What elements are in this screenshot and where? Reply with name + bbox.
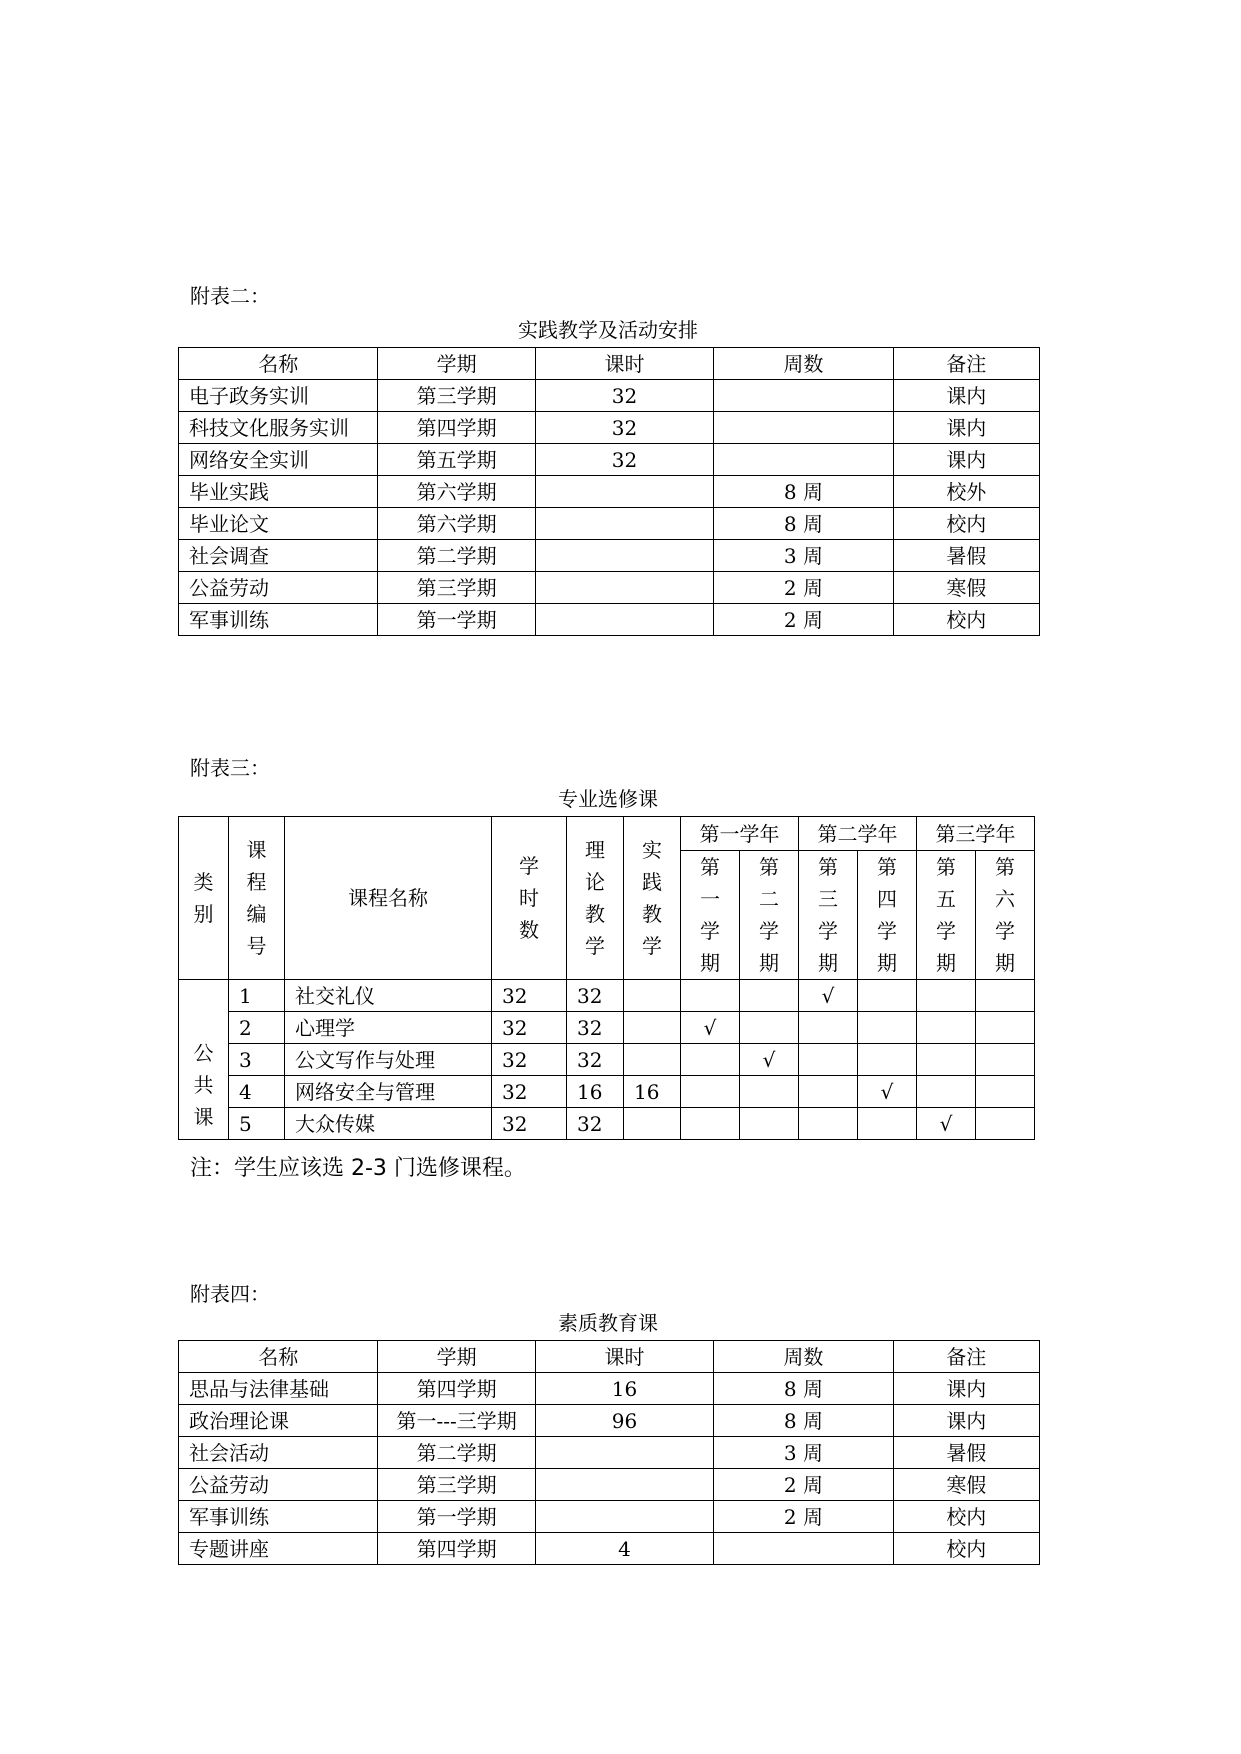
cell-hours: 32: [492, 1108, 567, 1140]
cell-course-code: 1: [229, 980, 285, 1012]
cell-remark: 校内: [893, 1533, 1039, 1565]
header-term-4: 第 四 学 期: [858, 851, 917, 980]
cell-course-name: 网络安全与管理: [285, 1076, 492, 1108]
table-row: [179, 1373, 1040, 1405]
cell-term-2: [740, 980, 799, 1012]
cell-course-name: 心理学: [285, 1012, 492, 1044]
cell-term: 第四学期: [378, 1373, 535, 1405]
cell-term-6: [976, 1108, 1035, 1140]
cell-term-3: [799, 1108, 858, 1140]
cell-course-name: 公文写作与处理: [285, 1044, 492, 1076]
section2-title: 实践教学及活动安排: [518, 318, 698, 342]
cell-practice: [624, 1108, 681, 1140]
cell-term-5: [917, 1044, 976, 1076]
section3-title: 专业选修课: [558, 787, 658, 811]
cell-term: 第一学期: [378, 604, 535, 636]
cell-term-2: [740, 1076, 799, 1108]
cell-hours: [535, 604, 713, 636]
cell-term-5: [917, 1012, 976, 1044]
category-public-course: 公 共 课: [179, 980, 229, 1140]
cell-term: 第六学期: [378, 476, 535, 508]
cell-course-code: 2: [229, 1012, 285, 1044]
cell-term-1: [681, 980, 740, 1012]
cell-weeks: 8 周: [714, 476, 893, 508]
cell-term-2: [740, 1108, 799, 1140]
cell-remark: 课内: [893, 412, 1039, 444]
cell-name: 电子政务实训: [179, 380, 378, 412]
cell-theory: 32: [567, 1044, 624, 1076]
cell-course-code: 3: [229, 1044, 285, 1076]
header-weeks: 周数: [714, 348, 893, 380]
cell-practice: [624, 1044, 681, 1076]
cell-term: 第四学期: [378, 412, 535, 444]
cell-term-3: [799, 1012, 858, 1044]
cell-practice: [624, 1012, 681, 1044]
cell-name: 社会活动: [179, 1437, 378, 1469]
header-hours: 学 时 数: [492, 817, 567, 980]
cell-hours: 32: [535, 444, 713, 476]
cell-term-1: [681, 1076, 740, 1108]
table-row: [179, 1012, 1035, 1044]
table-row: [179, 572, 1040, 604]
cell-remark: 暑假: [893, 540, 1039, 572]
cell-term: 第一---三学期: [378, 1405, 535, 1437]
table-row: [179, 412, 1040, 444]
cell-remark: 课内: [893, 444, 1039, 476]
cell-theory: 32: [567, 1108, 624, 1140]
cell-remark: 校内: [893, 508, 1039, 540]
table-row: [179, 1076, 1035, 1108]
cell-weeks: 2 周: [714, 1501, 893, 1533]
table-row: [179, 1533, 1040, 1565]
cell-theory: 32: [567, 1012, 624, 1044]
cell-term: 第一学期: [378, 1501, 535, 1533]
header-weeks: 周数: [714, 1341, 893, 1373]
header-year-2: 第二学年: [799, 817, 917, 851]
cell-weeks: 3 周: [714, 540, 893, 572]
table-row: [179, 1437, 1040, 1469]
cell-term-6: [976, 1076, 1035, 1108]
cell-term-3: [799, 1076, 858, 1108]
table-row: [179, 508, 1040, 540]
header-theory: 理 论 教 学: [567, 817, 624, 980]
header-practice: 实 践 教 学: [624, 817, 681, 980]
cell-hours: 32: [535, 380, 713, 412]
cell-term: 第六学期: [378, 508, 535, 540]
header-term: 学期: [378, 348, 535, 380]
cell-weeks: [714, 1533, 893, 1565]
cell-term-2: √: [740, 1044, 799, 1076]
cell-name: 政治理论课: [179, 1405, 378, 1437]
table-row: [179, 1469, 1040, 1501]
cell-term-5: √: [917, 1108, 976, 1140]
cell-course-code: 5: [229, 1108, 285, 1140]
header-hours: 课时: [535, 1341, 713, 1373]
header-remark: 备注: [893, 1341, 1039, 1373]
cell-term-1: [681, 1108, 740, 1140]
cell-hours: 32: [492, 1044, 567, 1076]
cell-term: 第二学期: [378, 540, 535, 572]
header-name: 名称: [179, 1341, 378, 1373]
cell-theory: 16: [567, 1076, 624, 1108]
cell-remark: 课内: [893, 1373, 1039, 1405]
cell-hours: 16: [535, 1373, 713, 1405]
cell-weeks: 3 周: [714, 1437, 893, 1469]
cell-weeks: [714, 380, 893, 412]
table-row: [179, 540, 1040, 572]
cell-hours: [535, 476, 713, 508]
header-row: [179, 348, 1040, 380]
cell-hours: 32: [492, 1076, 567, 1108]
cell-remark: 校外: [893, 476, 1039, 508]
cell-term: 第三学期: [378, 1469, 535, 1501]
cell-term-3: √: [799, 980, 858, 1012]
cell-remark: 课内: [893, 380, 1039, 412]
cell-name: 毕业实践: [179, 476, 378, 508]
cell-course-name: 大众传媒: [285, 1108, 492, 1140]
cell-name: 毕业论文: [179, 508, 378, 540]
cell-remark: 寒假: [893, 1469, 1039, 1501]
cell-term-5: [917, 1076, 976, 1108]
cell-term: 第四学期: [378, 1533, 535, 1565]
cell-hours: 4: [535, 1533, 713, 1565]
header-remark: 备注: [893, 348, 1039, 380]
section4-title: 素质教育课: [558, 1311, 658, 1335]
header-course-code: 课 程 编 号: [229, 817, 285, 980]
table-row: [179, 1044, 1035, 1076]
cell-term-6: [976, 1012, 1035, 1044]
cell-term: 第三学期: [378, 380, 535, 412]
cell-name: 公益劳动: [179, 1469, 378, 1501]
cell-name: 社会调查: [179, 540, 378, 572]
cell-weeks: 8 周: [714, 1373, 893, 1405]
cell-course-name: 社交礼仪: [285, 980, 492, 1012]
cell-weeks: 8 周: [714, 508, 893, 540]
header-term: 学期: [378, 1341, 535, 1373]
cell-term: 第二学期: [378, 1437, 535, 1469]
cell-remark: 暑假: [893, 1437, 1039, 1469]
cell-course-code: 4: [229, 1076, 285, 1108]
header-hours: 课时: [535, 348, 713, 380]
cell-name: 网络安全实训: [179, 444, 378, 476]
cell-remark: 校内: [893, 1501, 1039, 1533]
cell-remark: 校内: [893, 604, 1039, 636]
cell-term-4: [858, 1044, 917, 1076]
header-term-1: 第 一 学 期: [681, 851, 740, 980]
cell-hours: [535, 540, 713, 572]
cell-term-1: [681, 1044, 740, 1076]
cell-term-4: [858, 1108, 917, 1140]
table-row: [179, 476, 1040, 508]
header-term-5: 第 五 学 期: [917, 851, 976, 980]
table-row: [179, 1405, 1040, 1437]
header-category: 类 别: [179, 817, 229, 980]
cell-weeks: 8 周: [714, 1405, 893, 1437]
cell-term-2: [740, 1012, 799, 1044]
cell-weeks: [714, 412, 893, 444]
header-name: 名称: [179, 348, 378, 380]
cell-term: 第五学期: [378, 444, 535, 476]
header-row: [179, 1341, 1040, 1373]
cell-term-3: [799, 1044, 858, 1076]
cell-term-5: [917, 980, 976, 1012]
cell-weeks: 2 周: [714, 572, 893, 604]
cell-practice: [624, 980, 681, 1012]
cell-hours: 32: [492, 980, 567, 1012]
cell-name: 专题讲座: [179, 1533, 378, 1565]
cell-term-4: [858, 1012, 917, 1044]
table-row: [179, 980, 1035, 1012]
cell-name: 科技文化服务实训: [179, 412, 378, 444]
cell-name: 军事训练: [179, 1501, 378, 1533]
cell-term: 第三学期: [378, 572, 535, 604]
table-row: [179, 604, 1040, 636]
table-row: [179, 1501, 1040, 1533]
cell-name: 军事训练: [179, 604, 378, 636]
cell-term-6: [976, 1044, 1035, 1076]
cell-remark: 寒假: [893, 572, 1039, 604]
cell-weeks: 2 周: [714, 1469, 893, 1501]
cell-hours: 96: [535, 1405, 713, 1437]
section2-label: 附表二：: [190, 284, 270, 308]
cell-hours: [535, 1469, 713, 1501]
cell-practice: 16: [624, 1076, 681, 1108]
cell-term-4: [858, 980, 917, 1012]
section3-label: 附表三：: [190, 756, 270, 780]
cell-hours: [535, 1437, 713, 1469]
elective-note: 注：学生应该选 2-3 门选修课程。: [190, 1156, 526, 1181]
section4-label: 附表四：: [190, 1282, 270, 1306]
cell-name: 公益劳动: [179, 572, 378, 604]
practice-schedule-table: [178, 347, 1040, 636]
cell-name: 思品与法律基础: [179, 1373, 378, 1405]
header-term-2: 第 二 学 期: [740, 851, 799, 980]
cell-hours: 32: [535, 412, 713, 444]
cell-weeks: [714, 444, 893, 476]
cell-term-6: [976, 980, 1035, 1012]
header-year-1: 第一学年: [681, 817, 799, 851]
cell-remark: 课内: [893, 1405, 1039, 1437]
cell-theory: 32: [567, 980, 624, 1012]
elective-course-table: [178, 816, 1035, 1140]
cell-hours: 32: [492, 1012, 567, 1044]
cell-term-1: √: [681, 1012, 740, 1044]
cell-weeks: 2 周: [714, 604, 893, 636]
cell-hours: [535, 1501, 713, 1533]
header-term-3: 第 三 学 期: [799, 851, 858, 980]
header-course-name: 课程名称: [285, 817, 492, 980]
cell-term-4: √: [858, 1076, 917, 1108]
header-term-6: 第 六 学 期: [976, 851, 1035, 980]
cell-hours: [535, 572, 713, 604]
cell-hours: [535, 508, 713, 540]
header-year-3: 第三学年: [917, 817, 1035, 851]
table-row: [179, 444, 1040, 476]
table-row: [179, 380, 1040, 412]
table-row: [179, 1108, 1035, 1140]
quality-education-table: [178, 1340, 1040, 1565]
